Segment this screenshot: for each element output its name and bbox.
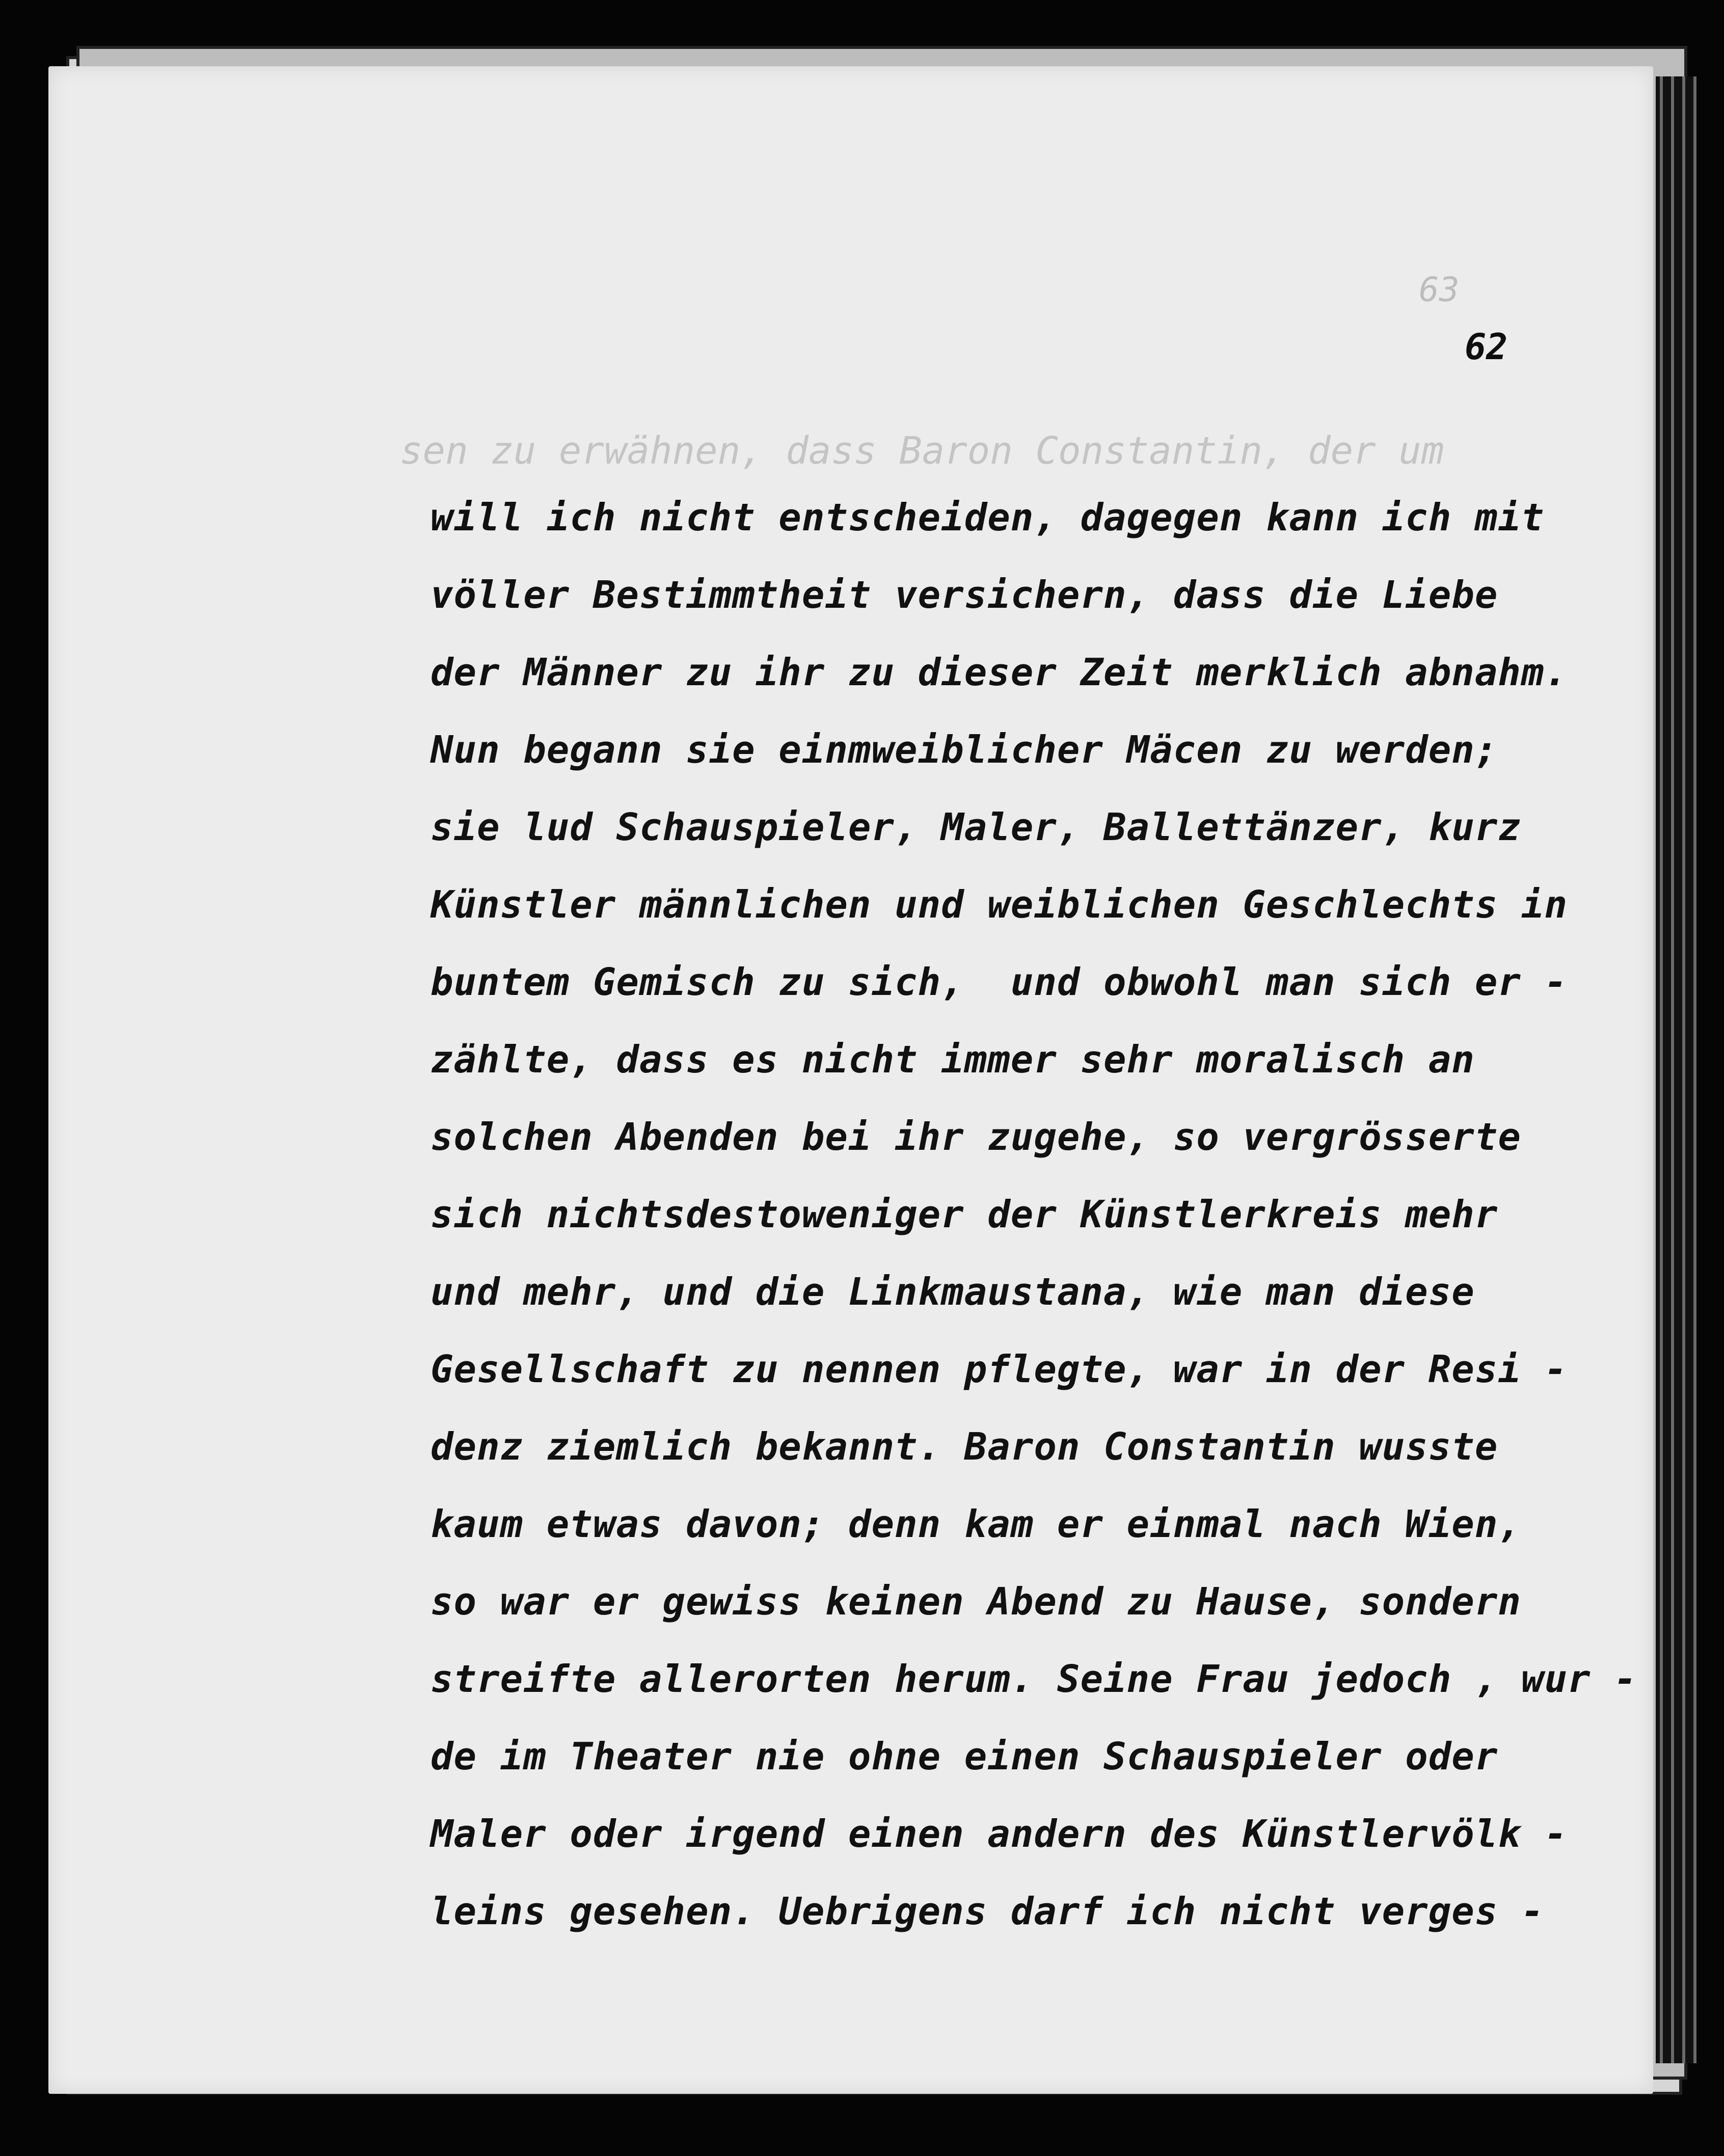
text-line: solchen Abenden bei ihr zugehe, so vergrösserte	[430, 1115, 1521, 1159]
text-line: Maler oder irgend einen andern des Künstlervölk -	[430, 1812, 1568, 1856]
text-line: völler Bestimmtheit versichern, dass die Liebe	[430, 573, 1498, 617]
text-line: buntem Gemisch zu sich, und obwohl man sich er -	[430, 960, 1568, 1004]
ghost-page-number: 63	[1419, 270, 1460, 309]
text-line: sich nichtsdestoweniger der Künstlerkreis mehr	[430, 1193, 1498, 1236]
text-line: so war er gewiss keinen Abend zu Hause, sondern	[430, 1580, 1521, 1624]
text-line: will ich nicht entscheiden, dagegen kann ich mit	[430, 496, 1545, 540]
text-line: Gesellschaft zu nennen pflegte, war in der Resi -	[430, 1348, 1568, 1391]
text-line: denz ziemlich bekannt. Baron Constantin wusste	[430, 1425, 1498, 1469]
text-line: Künstler männlichen und weiblichen Geschlechts in	[430, 883, 1568, 927]
text-line: streifte allerorten herum. Seine Frau jedoch , wur -	[430, 1657, 1637, 1701]
text-line: sie lud Schauspieler, Maler, Ballettänzer, kurz	[430, 805, 1521, 849]
text-line: und mehr, und die Linkmaustana, wie man diese	[430, 1270, 1475, 1314]
text-line: leins gesehen. Uebrigens darf ich nicht verges -	[430, 1890, 1545, 1933]
text-line: der Männer zu ihr zu dieser Zeit merklich abnahm.	[430, 651, 1568, 694]
text-line: kaum etwas davon; denn kam er einmal nach Wien,	[430, 1502, 1521, 1546]
text-line: Nun begann sie einmweiblicher Mäcen zu werden;	[430, 728, 1498, 772]
text-line: zählte, dass es nicht immer sehr moralisch an	[430, 1038, 1475, 1082]
body-text	[430, 479, 1663, 1950]
typewritten-page	[48, 66, 1653, 2094]
text-line: de im Theater nie ohne einen Schauspieler oder	[430, 1735, 1498, 1778]
page-number: 62	[1465, 326, 1508, 368]
ghost-bleed-through-line: sen zu erwähnen, dass Baron Constantin, der um	[400, 429, 1444, 473]
